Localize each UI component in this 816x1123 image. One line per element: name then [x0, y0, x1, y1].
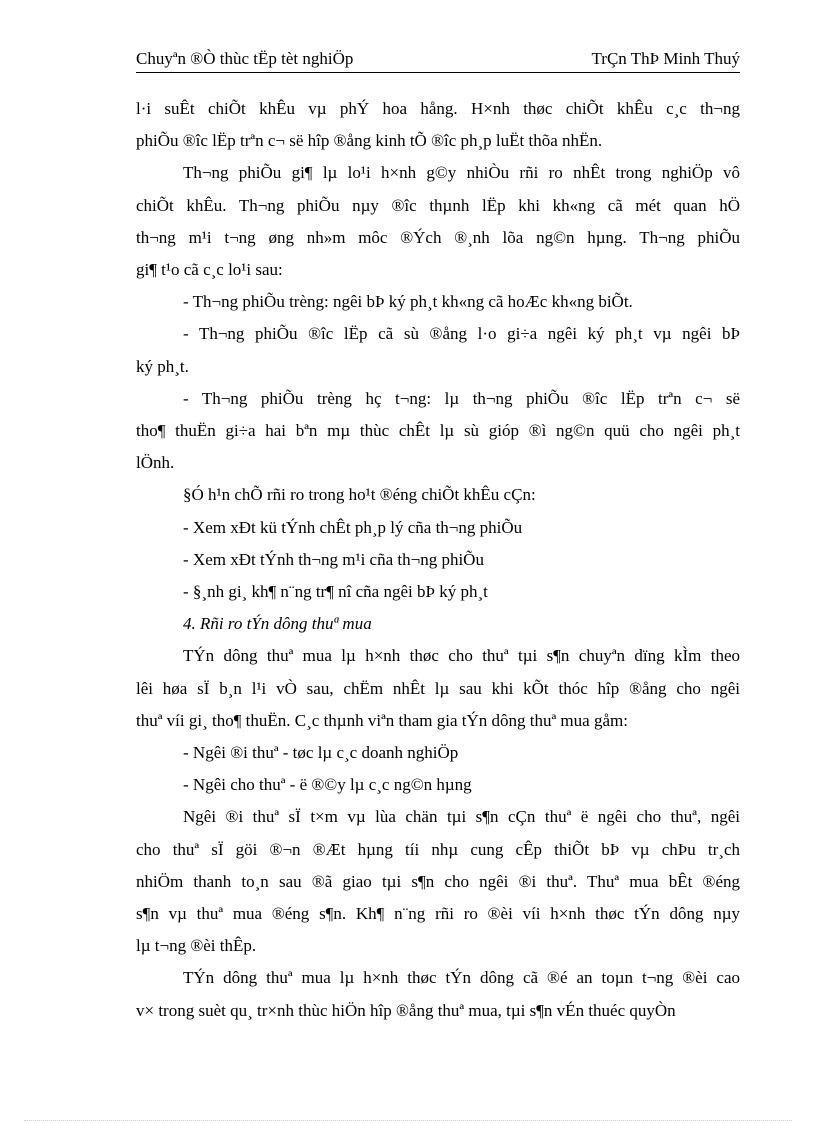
text-line: - Th¬ng phiÕu trèng hç t¬ng: lµ th¬ng phiÕu ®îc lËp trªn c¬ së: [183, 388, 740, 408]
text-line: phiÕu ®îc lËp trªn c¬ së hîp ®ång kinh tÕ ®îc ph¸p luËt thõa nhËn.: [136, 131, 603, 151]
text-line: - Th¬ng phiÕu trèng: ngêi bÞ ký ph¸t kh«ng cã hoÆc kh«ng biÕt.: [183, 292, 633, 312]
header-author-name: TrÇn ThÞ Minh Thuý: [591, 49, 740, 68]
page-header: [136, 48, 740, 73]
text-line: 4. Rñi ro tÝn dông thuª mua: [183, 614, 372, 634]
paragraph: [136, 576, 740, 608]
paragraph: [136, 383, 740, 480]
paragraph: [136, 640, 740, 737]
paragraph: [136, 544, 740, 576]
paragraph: [136, 157, 740, 286]
paragraph: [136, 286, 740, 318]
paragraph: [136, 962, 740, 1026]
section-heading: [136, 608, 740, 640]
text-line: - Ngêi cho thuª - ë ®©y lµ c¸c ng©n hµng: [183, 775, 472, 795]
page-bottom-border: [24, 1120, 792, 1121]
paragraph: [136, 737, 740, 769]
paragraph: [136, 318, 740, 382]
paragraph: [136, 479, 740, 511]
text-line: nhiÖm thanh to¸n sau ®ã giao tµi s¶n cho ngêi ®i thuª. Thuª mua bÊt ®éng: [136, 871, 740, 891]
text-line: v× trong suèt qu¸ tr×nh thùc hiÖn hîp ®ång thuª mua, tµi s¶n vÉn thuéc quyÒn: [136, 1000, 676, 1020]
text-line: l·i suÊt chiÕt khÊu vµ phÝ hoa hång. H×nh thøc chiÕt khÊu c¸c th¬ng: [136, 99, 740, 118]
text-line: - Xem xÐt kü tÝnh chÊt ph¸p lý cña th¬ng phiÕu: [183, 517, 523, 537]
text-line: tho¶ thuËn gi÷a hai bªn mµ thùc chÊt lµ sù gióp ®ì ng©n quü cho ngêi ph¸t: [136, 421, 740, 441]
text-line: lµ t¬ng ®èi thÊp.: [136, 936, 257, 956]
text-line: lêi høa sÏ b¸n l¹i vÒ sau, chËm nhÊt lµ sau khi kÕt thóc hîp ®ång cho ngêi: [136, 678, 740, 698]
text-line: th¬ng m¹i t¬ng øng nh»m môc ®Ých ®¸nh lõa ng©n hµng. Th¬ng phiÕu: [136, 227, 740, 247]
paragraph: [136, 769, 740, 801]
text-line: chiÕt khÊu. Th¬ng phiÕu nµy ®îc thµnh lËp khi kh«ng cã mét quan hÖ: [136, 195, 740, 215]
text-line: gi¶ t¹o cã c¸c lo¹i sau:: [136, 260, 283, 280]
text-line: - Th¬ng phiÕu ®îc lËp cã sù ®ång l·o gi÷a ngêi ký ph¸t vµ ngêi bÞ: [183, 324, 740, 344]
text-line: TÝn dông thuª mua lµ h×nh thøc tÝn dông cã ®é an toµn t¬ng ®èi cao: [183, 968, 740, 988]
document-body: [136, 93, 740, 1027]
text-line: ký ph¸t.: [136, 356, 189, 376]
paragraph: [136, 93, 740, 157]
text-line: cho thuª sÏ göi ®¬n ®Æt hµng tíi nhµ cung cÊp thiÕt bÞ vµ chÞu tr¸ch: [136, 839, 740, 859]
paragraph: [136, 801, 740, 962]
text-line: Ngêi ®i thuª sÏ t×m vµ lùa chän tµi s¶n cÇn thuª ë ngêi cho thuª, ngêi: [183, 807, 740, 827]
text-line: - Xem xÐt tÝnh th¬ng m¹i cña th¬ng phiÕu: [183, 549, 484, 569]
text-line: TÝn dông thuª mua lµ h×nh thøc cho thuª tµi s¶n chuyªn dïng kÌm theo: [183, 646, 740, 666]
text-line: thuª víi gi¸ tho¶ thuËn. C¸c thµnh viªn tham gia tÝn dông thuª mua gåm:: [136, 710, 628, 730]
text-line: - §¸nh gi¸ kh¶ n¨ng tr¶ nî cña ngêi bÞ ký ph¸t: [183, 582, 488, 602]
text-line: Th¬ng phiÕu gi¶ lµ lo¹i h×nh g©y nhiÒu rñi ro nhÊt trong nghiÖp vô: [183, 163, 740, 183]
header-document-title: Chuyªn ®Ò thùc tËp tèt nghiÖp: [136, 49, 354, 68]
text-line: s¶n vµ thuª mua ®éng s¶n. Kh¶ n¨ng rñi ro ®èi víi h×nh thøc tÝn dông nµy: [136, 904, 740, 924]
text-line: lÖnh.: [136, 453, 175, 473]
text-line: §Ó h¹n chÕ rñi ro trong ho¹t ®éng chiÕt khÊu cÇn:: [183, 485, 536, 505]
paragraph: [136, 512, 740, 544]
text-line: - Ngêi ®i thuª - tøc lµ c¸c doanh nghiÖp: [183, 743, 459, 763]
